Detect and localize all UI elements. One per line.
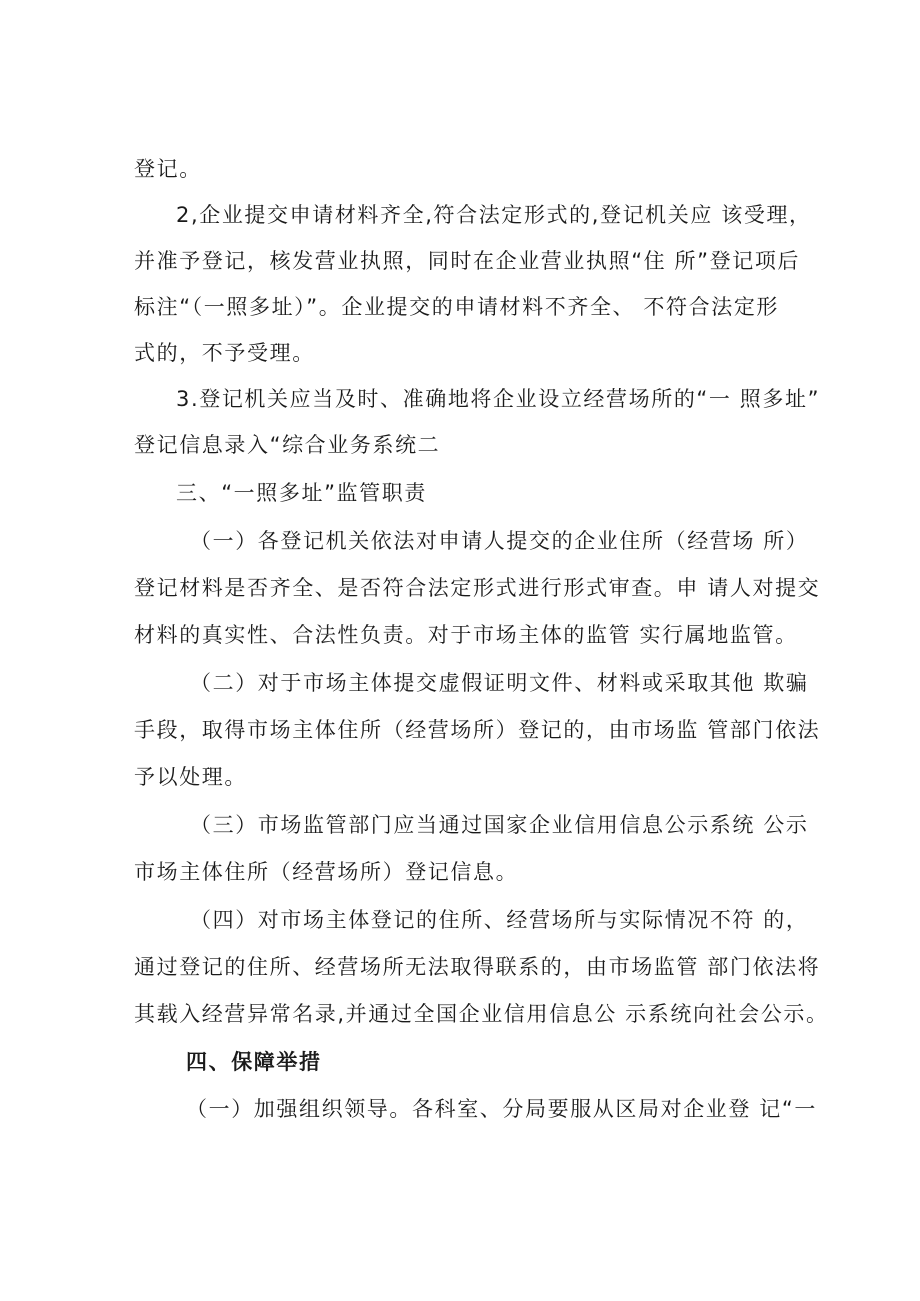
section-heading-3: 三、“一照多址”监管职责 [176,481,427,505]
text-line-9: （一）各登记机关依法对申请人提交的企业住所（经营场 所） [190,529,809,553]
text-line-6: 3.登记机关应当及时、准确地将企业设立经营场所的“一 照多址” [176,387,821,411]
text-line-16: 市场主体住所（经营场所）登记信息。 [134,860,519,884]
text-line-7: 登记信息录入“综合业务系统二 [134,433,441,457]
text-line-21: （一）加强组织领导。各科室、分局要服从区局对企业登 记“一 [186,1097,817,1121]
text-line-10: 登记材料是否齐全、是否符合法定形式进行形式审查。申 请人对提交 [134,576,821,600]
text-line-3: 并准予登记，核发营业执照，同时在企业营业执照“住 所”登记项后 [134,249,801,273]
text-line-19: 其载入经营异常名录,并通过全国企业信用信息公 示系统向社会公示。 [134,1002,829,1026]
text-line-5: 式的，不予受理。 [134,341,315,365]
text-line-4: 标注“（一照多址）”。企业提交的申请材料不齐全、 不符合法定形 [134,295,780,319]
text-line-2: 2,企业提交申请材料齐全,符合法定形式的,登记机关应 该受理， [176,203,812,227]
text-line-1: 登记。 [134,157,202,181]
text-line-14: 予以处理。 [134,765,247,789]
text-line-11: 材料的真实性、合法性负责。对于市场主体的监管 实行属地监管。 [134,623,798,647]
text-line-17: （四）对市场主体登记的住所、经营场所与实际情况不符 的， [190,908,809,932]
text-line-15: （三）市场监管部门应当通过国家企业信用信息公示系统 公示 [190,813,809,837]
text-line-12: （二）对于市场主体提交虚假证明文件、材料或采取其他 欺骗 [190,671,809,695]
text-line-18: 通过登记的住所、经营场所无法取得联系的，由市场监管 部门依法将 [134,955,821,979]
section-heading-4: 四、保障举措 [186,1050,322,1074]
text-line-13: 手段，取得市场主体住所（经营场所）登记的，由市场监 管部门依法 [134,718,821,742]
